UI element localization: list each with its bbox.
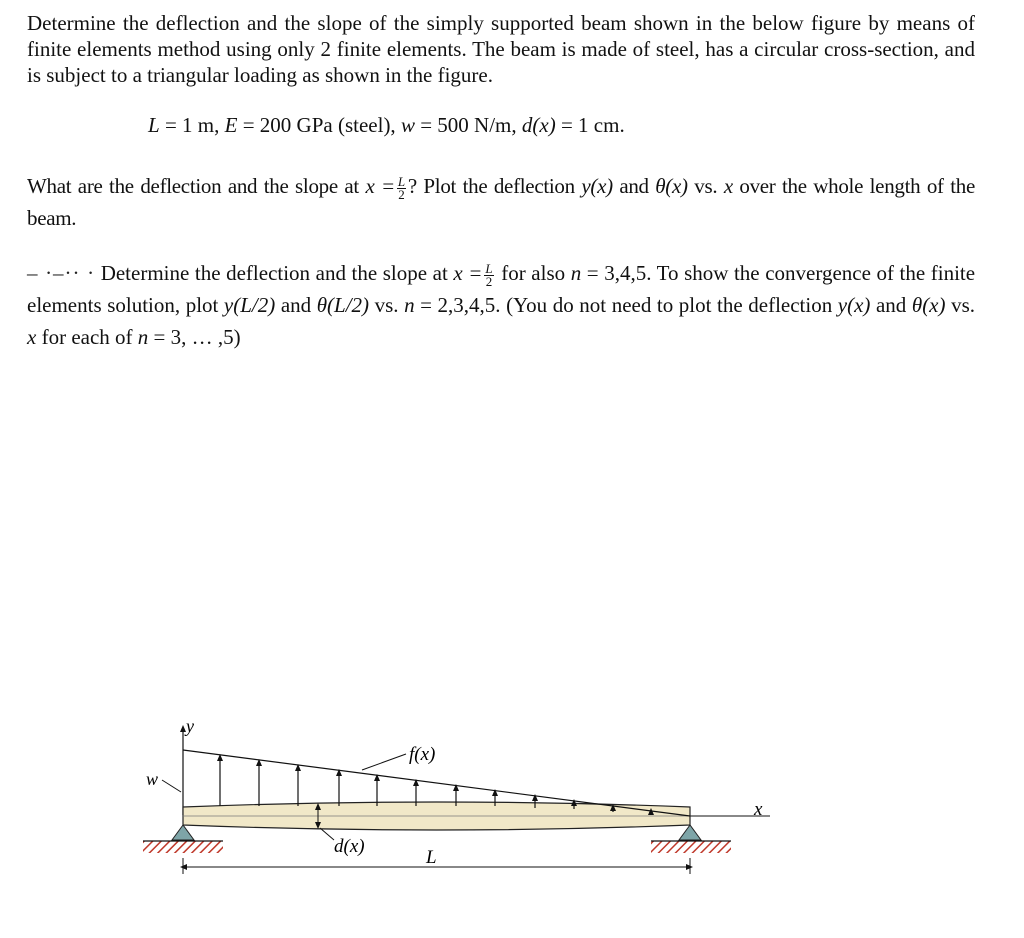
dx-leader (320, 828, 334, 840)
span-label: L (426, 847, 437, 868)
question-2: – ·–·· · Determine the deflection and the slope at x = $\frac{L}{2}$ for also n = 3,4,5. To show the convergence of the finite elements solution, plot y(L/2) and θ(L/2) vs. n = 2,3,4,5. (You do not need to plot the deflection y(x) and θ(x) vs. x for each of n = 3, … ,5) (27, 260, 976, 349)
w-label: w (146, 769, 159, 789)
param-d-symbol: d(x) (521, 113, 556, 137)
y-axis-label: y (186, 716, 194, 736)
param-w-symbol: w (400, 113, 415, 137)
fx-label: f(x) (409, 744, 436, 765)
question-1: What are the deflection and the slope at x = $\frac{L}{2}$ ? Plot the deflection y(x) and θ(x) vs. x over the whole length of the beam. (27, 173, 976, 230)
problem-intro: Determine the deflection and the slope of the simply supported beam shown in the below figure by means of finite elements method using only 2 finite elements. The beam is made of steel, has a circular cross-section, and is subject to a triangular loading as shown in the figure. (27, 11, 975, 87)
param-L-symbol: L (148, 113, 160, 137)
fraction-L-over-2: $\frac{L}{2}$ (485, 260, 493, 289)
x-axis-label: x (754, 799, 763, 820)
fraction-L-over-2: $\frac{L}{2}$ (397, 173, 405, 202)
left-support (172, 825, 194, 840)
param-L-value: = 1 m, (164, 113, 220, 137)
param-E-value: = 200 GPa (steel), (242, 113, 396, 137)
fx-leader (362, 754, 406, 770)
question-2-lead-marks: – ·–·· · (27, 261, 96, 285)
right-support (679, 825, 701, 840)
right-ground-hatch (651, 841, 731, 853)
left-ground-hatch (143, 841, 223, 853)
dx-label: d(x) (334, 836, 365, 857)
param-w-value: = 500 N/m, (420, 113, 517, 137)
param-E-symbol: E (224, 113, 238, 137)
w-leader (162, 780, 181, 792)
param-d-value: = 1 cm. (560, 113, 625, 137)
